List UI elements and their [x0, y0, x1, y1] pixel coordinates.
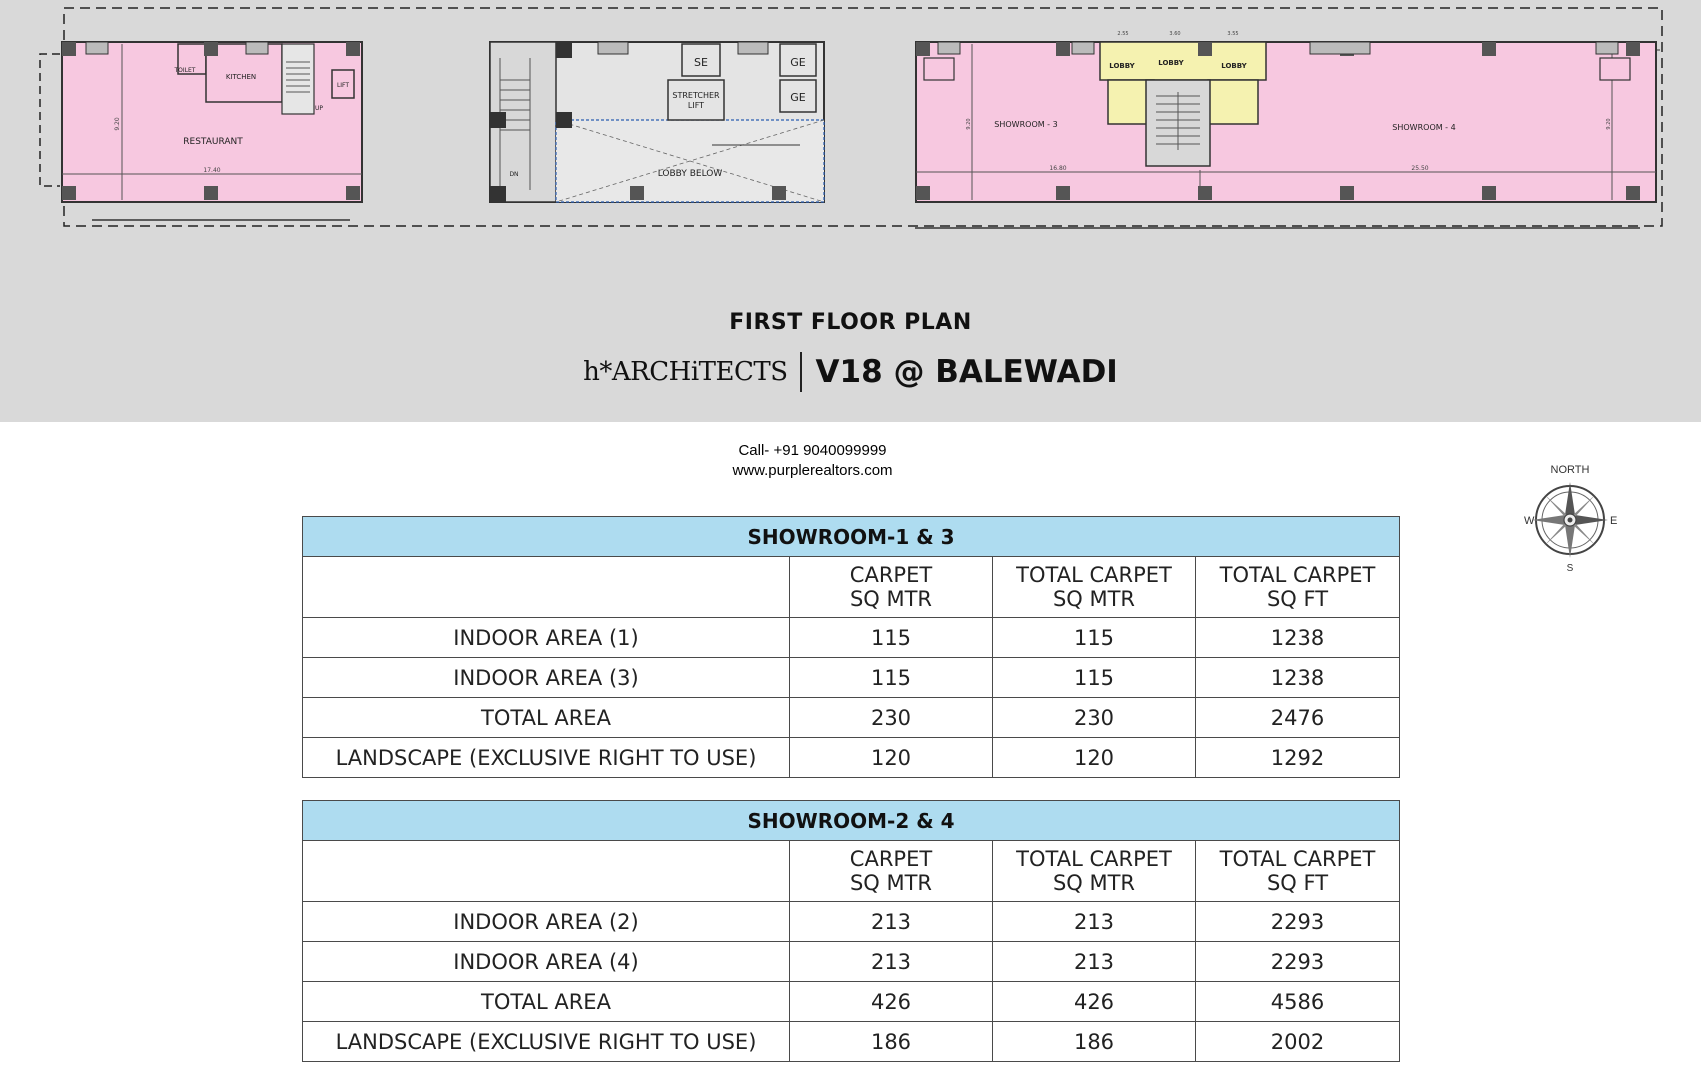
compass-west-label: W: [1524, 515, 1535, 527]
table-row: [303, 618, 1400, 658]
total-carpet-sq-ft-cell: 4586: [1196, 982, 1400, 1022]
total-carpet-sq-ft-cell: 1238: [1196, 658, 1400, 698]
toilet-right: [1600, 58, 1630, 80]
row-label: TOTAL AREA: [303, 982, 790, 1022]
svg-text:3.55: 3.55: [1227, 31, 1239, 37]
svg-text:SHOWROOM - 4: SHOWROOM - 4: [1392, 123, 1456, 132]
total-carpet-sq-ft-cell: 2293: [1196, 902, 1400, 942]
table-row: [303, 698, 1400, 738]
table-row: [303, 738, 1400, 778]
row-label: INDOOR AREA (2): [303, 902, 790, 942]
svg-text:16.80: 16.80: [1049, 165, 1067, 172]
svg-text:25.50: 25.50: [1411, 165, 1429, 172]
row-label: LANDSCAPE (EXCLUSIVE RIGHT TO USE): [303, 1022, 790, 1062]
svg-text:SE: SE: [694, 56, 708, 69]
table-row: [303, 902, 1400, 942]
project-name: V18 @ BALEWADI: [815, 354, 1118, 390]
floor-plan-panel: [0, 0, 1701, 422]
total-carpet-sq-mtr-cell: 230: [993, 698, 1196, 738]
row-label: INDOOR AREA (1): [303, 618, 790, 658]
svg-text:TOILET: TOILET: [174, 67, 196, 74]
column-header: CARPET SQ MTR: [790, 841, 993, 902]
svg-text:GE: GE: [790, 56, 806, 69]
total-carpet-sq-mtr-cell: 426: [993, 982, 1196, 1022]
row-label: INDOOR AREA (3): [303, 658, 790, 698]
carpet-sq-mtr-cell: 213: [790, 902, 993, 942]
core-block: [490, 42, 824, 202]
column-header: TOTAL CARPET SQ FT: [1196, 841, 1400, 902]
architects-logo: h*ARCHiTECTS: [583, 357, 788, 387]
svg-text:LOBBY: LOBBY: [1221, 62, 1247, 70]
plan-title: FIRST FLOOR PLAN: [729, 310, 972, 335]
column-header: TOTAL CARPET SQ MTR: [993, 841, 1196, 902]
total-carpet-sq-ft-cell: 2476: [1196, 698, 1400, 738]
svg-text:9.20: 9.20: [114, 117, 121, 131]
svg-text:UP: UP: [314, 105, 324, 112]
row-label: LANDSCAPE (EXCLUSIVE RIGHT TO USE): [303, 738, 790, 778]
svg-text:SHOWROOM - 3: SHOWROOM - 3: [994, 120, 1058, 129]
column-header-row: [303, 841, 1400, 902]
compass-south-label: S: [1566, 563, 1574, 574]
column-header: TOTAL CARPET SQ MTR: [993, 557, 1196, 618]
table-heading: SHOWROOM-1 & 3: [303, 517, 1400, 557]
svg-text:LOBBY: LOBBY: [1109, 62, 1135, 70]
compass-east-label: E: [1610, 515, 1618, 527]
total-carpet-sq-mtr-cell: 213: [993, 902, 1196, 942]
total-carpet-sq-mtr-cell: 213: [993, 942, 1196, 982]
contact-info: [0, 441, 1625, 481]
carpet-sq-mtr-cell: 186: [790, 1022, 993, 1062]
compass-rose-icon: [1520, 460, 1620, 575]
total-carpet-sq-mtr-cell: 115: [993, 618, 1196, 658]
svg-text:KITCHEN: KITCHEN: [225, 73, 257, 81]
total-carpet-sq-mtr-cell: 186: [993, 1022, 1196, 1062]
column-header-row: [303, 557, 1400, 618]
toilet-left: [924, 58, 954, 80]
table-row: [303, 1022, 1400, 1062]
column-header: CARPET SQ MTR: [790, 557, 993, 618]
svg-text:2.55: 2.55: [1117, 31, 1129, 37]
carpet-sq-mtr-cell: 213: [790, 942, 993, 982]
svg-text:LIFT: LIFT: [687, 101, 705, 110]
svg-text:9.20: 9.20: [966, 118, 972, 130]
svg-text:DN: DN: [509, 171, 519, 178]
showroom-block: [916, 31, 1660, 202]
svg-text:17.40: 17.40: [203, 167, 221, 174]
staircase: [282, 44, 314, 114]
contact-phone: Call- +91 9040099999: [738, 442, 887, 459]
svg-text:GE: GE: [790, 91, 806, 104]
showroom-1-3-area-table: [302, 516, 1400, 778]
table-row: [303, 982, 1400, 1022]
table-row: [303, 658, 1400, 698]
blank-header-cell: [303, 557, 790, 618]
row-label: TOTAL AREA: [303, 698, 790, 738]
carpet-sq-mtr-cell: 120: [790, 738, 993, 778]
svg-text:STRETCHER: STRETCHER: [672, 91, 720, 100]
brand-row: [0, 350, 1701, 394]
total-carpet-sq-ft-cell: 2293: [1196, 942, 1400, 982]
total-carpet-sq-mtr-cell: 120: [993, 738, 1196, 778]
table-row: [303, 942, 1400, 982]
row-label: INDOOR AREA (4): [303, 942, 790, 982]
table-heading: SHOWROOM-2 & 4: [303, 801, 1400, 841]
svg-text:3.60: 3.60: [1169, 31, 1181, 37]
carpet-sq-mtr-cell: 230: [790, 698, 993, 738]
total-carpet-sq-mtr-cell: 115: [993, 658, 1196, 698]
brand-divider: [800, 352, 802, 392]
svg-text:RESTAURANT: RESTAURANT: [183, 137, 243, 147]
carpet-sq-mtr-cell: 115: [790, 658, 993, 698]
svg-text:LOBBY BELOW: LOBBY BELOW: [657, 169, 723, 179]
carpet-sq-mtr-cell: 115: [790, 618, 993, 658]
total-carpet-sq-ft-cell: 1238: [1196, 618, 1400, 658]
svg-text:LIFT: LIFT: [336, 82, 350, 89]
stretcher-lift: [668, 80, 724, 120]
column-header: TOTAL CARPET SQ FT: [1196, 557, 1400, 618]
compass-north-label: NORTH: [1550, 464, 1590, 476]
svg-text:9.20: 9.20: [1606, 118, 1612, 130]
showroom-2-4-area-table: [302, 800, 1400, 1062]
blank-header-cell: [303, 841, 790, 902]
total-carpet-sq-ft-cell: 2002: [1196, 1022, 1400, 1062]
carpet-sq-mtr-cell: 426: [790, 982, 993, 1022]
landscape-boundary: [40, 54, 60, 186]
restaurant-block: [62, 42, 362, 202]
contact-website[interactable]: www.purplerealtors.com: [732, 462, 893, 479]
svg-text:LOBBY: LOBBY: [1158, 59, 1184, 67]
total-carpet-sq-ft-cell: 1292: [1196, 738, 1400, 778]
